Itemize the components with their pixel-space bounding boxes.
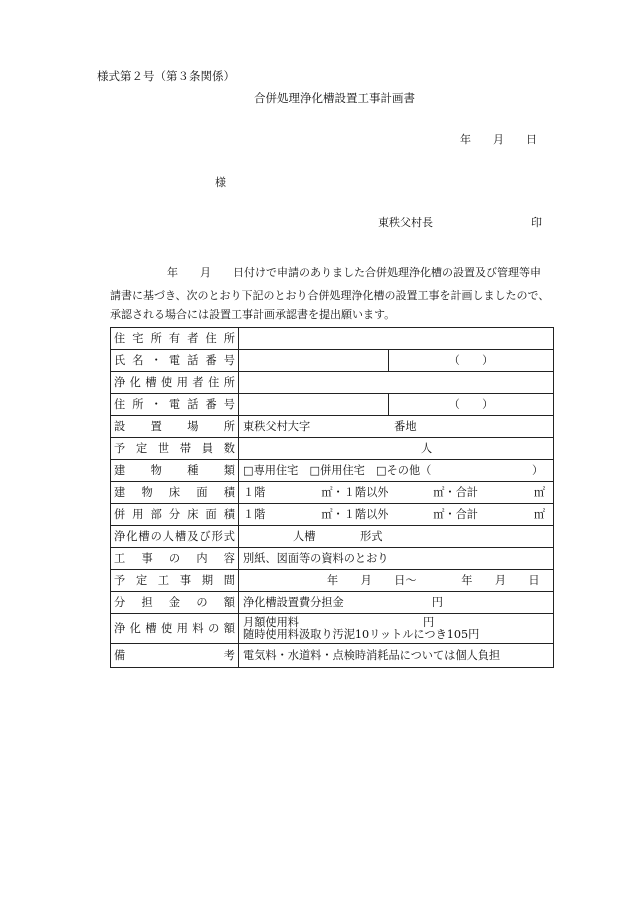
issuer-name: 東秩父村長	[378, 216, 433, 229]
owner-phone-cell[interactable]: （ ）	[389, 350, 554, 372]
install-location-cell[interactable]: 東秩父村大字 番地	[239, 416, 554, 438]
row-label: 設置場所	[111, 416, 239, 438]
row-label: 備考	[111, 644, 239, 668]
plan-table	[110, 327, 554, 668]
household-count-cell[interactable]: 人	[239, 438, 554, 460]
date-line: 年 月 日	[460, 133, 537, 146]
row-label: 予定工事期間	[111, 570, 239, 592]
body-line-1: 年 月 日付けで申請のありました合併処理浄化槽の設置及び管理等申	[167, 266, 541, 279]
row-label: 浄化槽の人槽及び形式	[111, 526, 239, 548]
table-row	[111, 592, 554, 614]
table-row	[111, 504, 554, 526]
row-label: 氏名・電話番号	[111, 350, 239, 372]
owner-name-cell[interactable]	[239, 350, 389, 372]
usage-fee-cell[interactable]: 月額使用料 円 随時使用料汲取り汚泥10リットルにつき105円	[239, 614, 554, 644]
owner-address-cell[interactable]	[239, 328, 554, 350]
work-content-cell: 別紙、図面等の資料のとおり	[239, 548, 554, 570]
table-row	[111, 526, 554, 548]
user-name-cell[interactable]	[239, 394, 389, 416]
table-row	[111, 548, 554, 570]
table-row	[111, 394, 554, 416]
row-label: 併用部分床面積	[111, 504, 239, 526]
row-label: 住宅所有者住所	[111, 328, 239, 350]
contribution-cell[interactable]: 浄化槽設置費分担金 円	[239, 592, 554, 614]
table-row	[111, 482, 554, 504]
row-label: 建物床面積	[111, 482, 239, 504]
remarks-cell: 電気料・水道料・点検時消耗品については個人負担	[239, 644, 554, 668]
table-row	[111, 614, 554, 644]
row-label: 予定世帯員数	[111, 438, 239, 460]
seal-mark: 印	[531, 216, 542, 229]
work-period-cell[interactable]: 年 月 日〜 年 月 日	[239, 570, 554, 592]
table-row	[111, 328, 554, 350]
table-row	[111, 416, 554, 438]
user-phone-cell[interactable]: （ ）	[389, 394, 554, 416]
table-row	[111, 350, 554, 372]
body-line-2: 請書に基づき、次のとおり下記のとおり合併処理浄化槽の設置工事を計画しましたので、	[110, 289, 550, 302]
table-row	[111, 372, 554, 394]
form-number: 様式第２号（第３条関係）	[97, 69, 235, 83]
row-label: 浄化槽使用料の額	[111, 614, 239, 644]
body-line-3: 承認される場合には設置工事計画承認書を提出願います。	[110, 308, 396, 321]
table-row	[111, 644, 554, 668]
recipient-suffix: 様	[215, 176, 226, 189]
table-row	[111, 438, 554, 460]
table-row	[111, 460, 554, 482]
table-row	[111, 570, 554, 592]
shared-floor-area-cell[interactable]: １階 ㎡・１階以外 ㎡・合計 ㎡	[239, 504, 554, 526]
row-label: 住所・電話番号	[111, 394, 239, 416]
page-title: 合併処理浄化槽設置工事計画書	[254, 91, 415, 105]
row-label: 工事の内容	[111, 548, 239, 570]
tank-capacity-cell[interactable]: 人槽 形式	[239, 526, 554, 548]
row-label: 浄化槽使用者住所	[111, 372, 239, 394]
floor-area-cell[interactable]: １階 ㎡・１階以外 ㎡・合計 ㎡	[239, 482, 554, 504]
row-label: 建物種類	[111, 460, 239, 482]
building-type-cell[interactable]: □専用住宅 □併用住宅 □その他（ ）	[239, 460, 554, 482]
user-address-cell[interactable]	[239, 372, 554, 394]
row-label: 分担金の額	[111, 592, 239, 614]
